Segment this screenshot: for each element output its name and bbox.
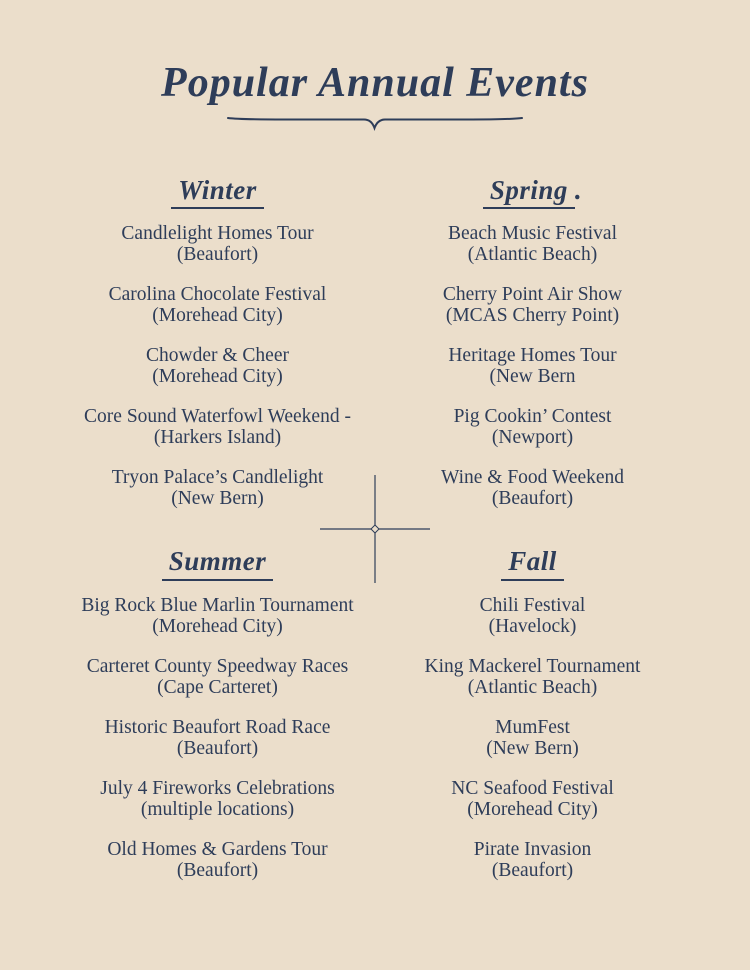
- season-spring: [375, 174, 690, 509]
- event-location: (Morehead City): [152, 305, 283, 327]
- event-location: (Atlantic Beach): [467, 244, 598, 266]
- event-item: [375, 717, 690, 759]
- event-location: (MCAS Cherry Point): [445, 305, 620, 327]
- event-location: (Newport): [491, 427, 574, 449]
- event-location: (Harkers Island): [153, 427, 282, 449]
- event-item: [375, 778, 690, 820]
- event-item: [60, 839, 375, 881]
- event-item: [60, 717, 375, 759]
- event-location: (Morehead City): [152, 615, 283, 637]
- event-location: (Atlantic Beach): [467, 676, 598, 698]
- event-item: [60, 284, 375, 326]
- event-name: Carolina Chocolate Festival: [108, 284, 327, 306]
- season-events: [60, 223, 375, 509]
- event-name: Core Sound Waterfowl Weekend -: [84, 406, 351, 428]
- event-name: King Mackerel Tournament: [424, 655, 641, 677]
- season-heading: [375, 174, 690, 209]
- season-heading-text: Spring: [483, 174, 575, 209]
- event-location: (Beaufort): [176, 737, 259, 759]
- season-heading-text: Fall: [501, 545, 564, 580]
- event-name: Heritage Homes Tour: [448, 345, 617, 367]
- event-name: July 4 Fireworks Celebrations: [100, 777, 335, 799]
- event-location: (New Bern: [489, 366, 576, 388]
- event-item: [375, 656, 690, 698]
- season-heading-text: Summer: [162, 545, 274, 580]
- event-name: Pig Cookin’ Contest: [453, 406, 612, 428]
- event-item: [375, 839, 690, 881]
- event-name: NC Seafood Festival: [451, 777, 614, 799]
- season-heading-suffix: .: [574, 175, 583, 205]
- season-heading-text: Winter: [171, 174, 264, 209]
- event-item: [60, 656, 375, 698]
- event-location: (New Bern): [486, 737, 579, 759]
- event-name: Chili Festival: [479, 594, 586, 616]
- event-item: [375, 345, 690, 387]
- event-location: (Havelock): [488, 615, 577, 637]
- page-title: Popular Annual Events: [161, 60, 589, 106]
- event-location: (Beaufort): [176, 244, 259, 266]
- event-location: (Beaufort): [176, 859, 259, 881]
- event-name: Carteret County Speedway Races: [86, 655, 349, 677]
- event-name: Wine & Food Weekend: [440, 467, 625, 489]
- event-item: [60, 345, 375, 387]
- event-location: (New Bern): [171, 488, 264, 510]
- event-name: Beach Music Festival: [448, 223, 617, 245]
- season-summer: [60, 545, 375, 880]
- cross-divider: [315, 469, 435, 589]
- event-name: Chowder & Cheer: [146, 345, 289, 367]
- event-item: [375, 223, 690, 265]
- title-flourish-line: [225, 114, 525, 132]
- event-name: MumFest: [495, 716, 570, 738]
- event-location: (Beaufort): [491, 488, 574, 510]
- season-events: [60, 595, 375, 881]
- event-item: [60, 778, 375, 820]
- season-events: [375, 223, 690, 509]
- event-name: Historic Beaufort Road Race: [104, 716, 331, 738]
- event-location: (multiple locations): [140, 798, 295, 820]
- event-item: [375, 595, 690, 637]
- season-winter: [60, 174, 375, 509]
- event-item: [375, 284, 690, 326]
- event-name: Pirate Invasion: [473, 838, 592, 860]
- event-location: (Cape Carteret): [157, 676, 278, 698]
- event-item: [60, 223, 375, 265]
- event-name: Candlelight Homes Tour: [121, 223, 314, 245]
- season-heading: [60, 174, 375, 209]
- event-name: Tryon Palace’s Candlelight: [111, 467, 324, 489]
- event-item: [375, 406, 690, 448]
- title-flourish: [60, 114, 690, 132]
- season-events: [375, 595, 690, 881]
- event-item: [60, 406, 375, 448]
- event-name: Big Rock Blue Marlin Tournament: [81, 594, 354, 616]
- event-location: (Morehead City): [467, 798, 598, 820]
- event-name: Cherry Point Air Show: [442, 284, 623, 306]
- event-location: (Morehead City): [152, 366, 283, 388]
- event-location: (Beaufort): [491, 859, 574, 881]
- event-item: [60, 595, 375, 637]
- season-fall: [375, 545, 690, 880]
- event-name: Old Homes & Gardens Tour: [107, 838, 328, 860]
